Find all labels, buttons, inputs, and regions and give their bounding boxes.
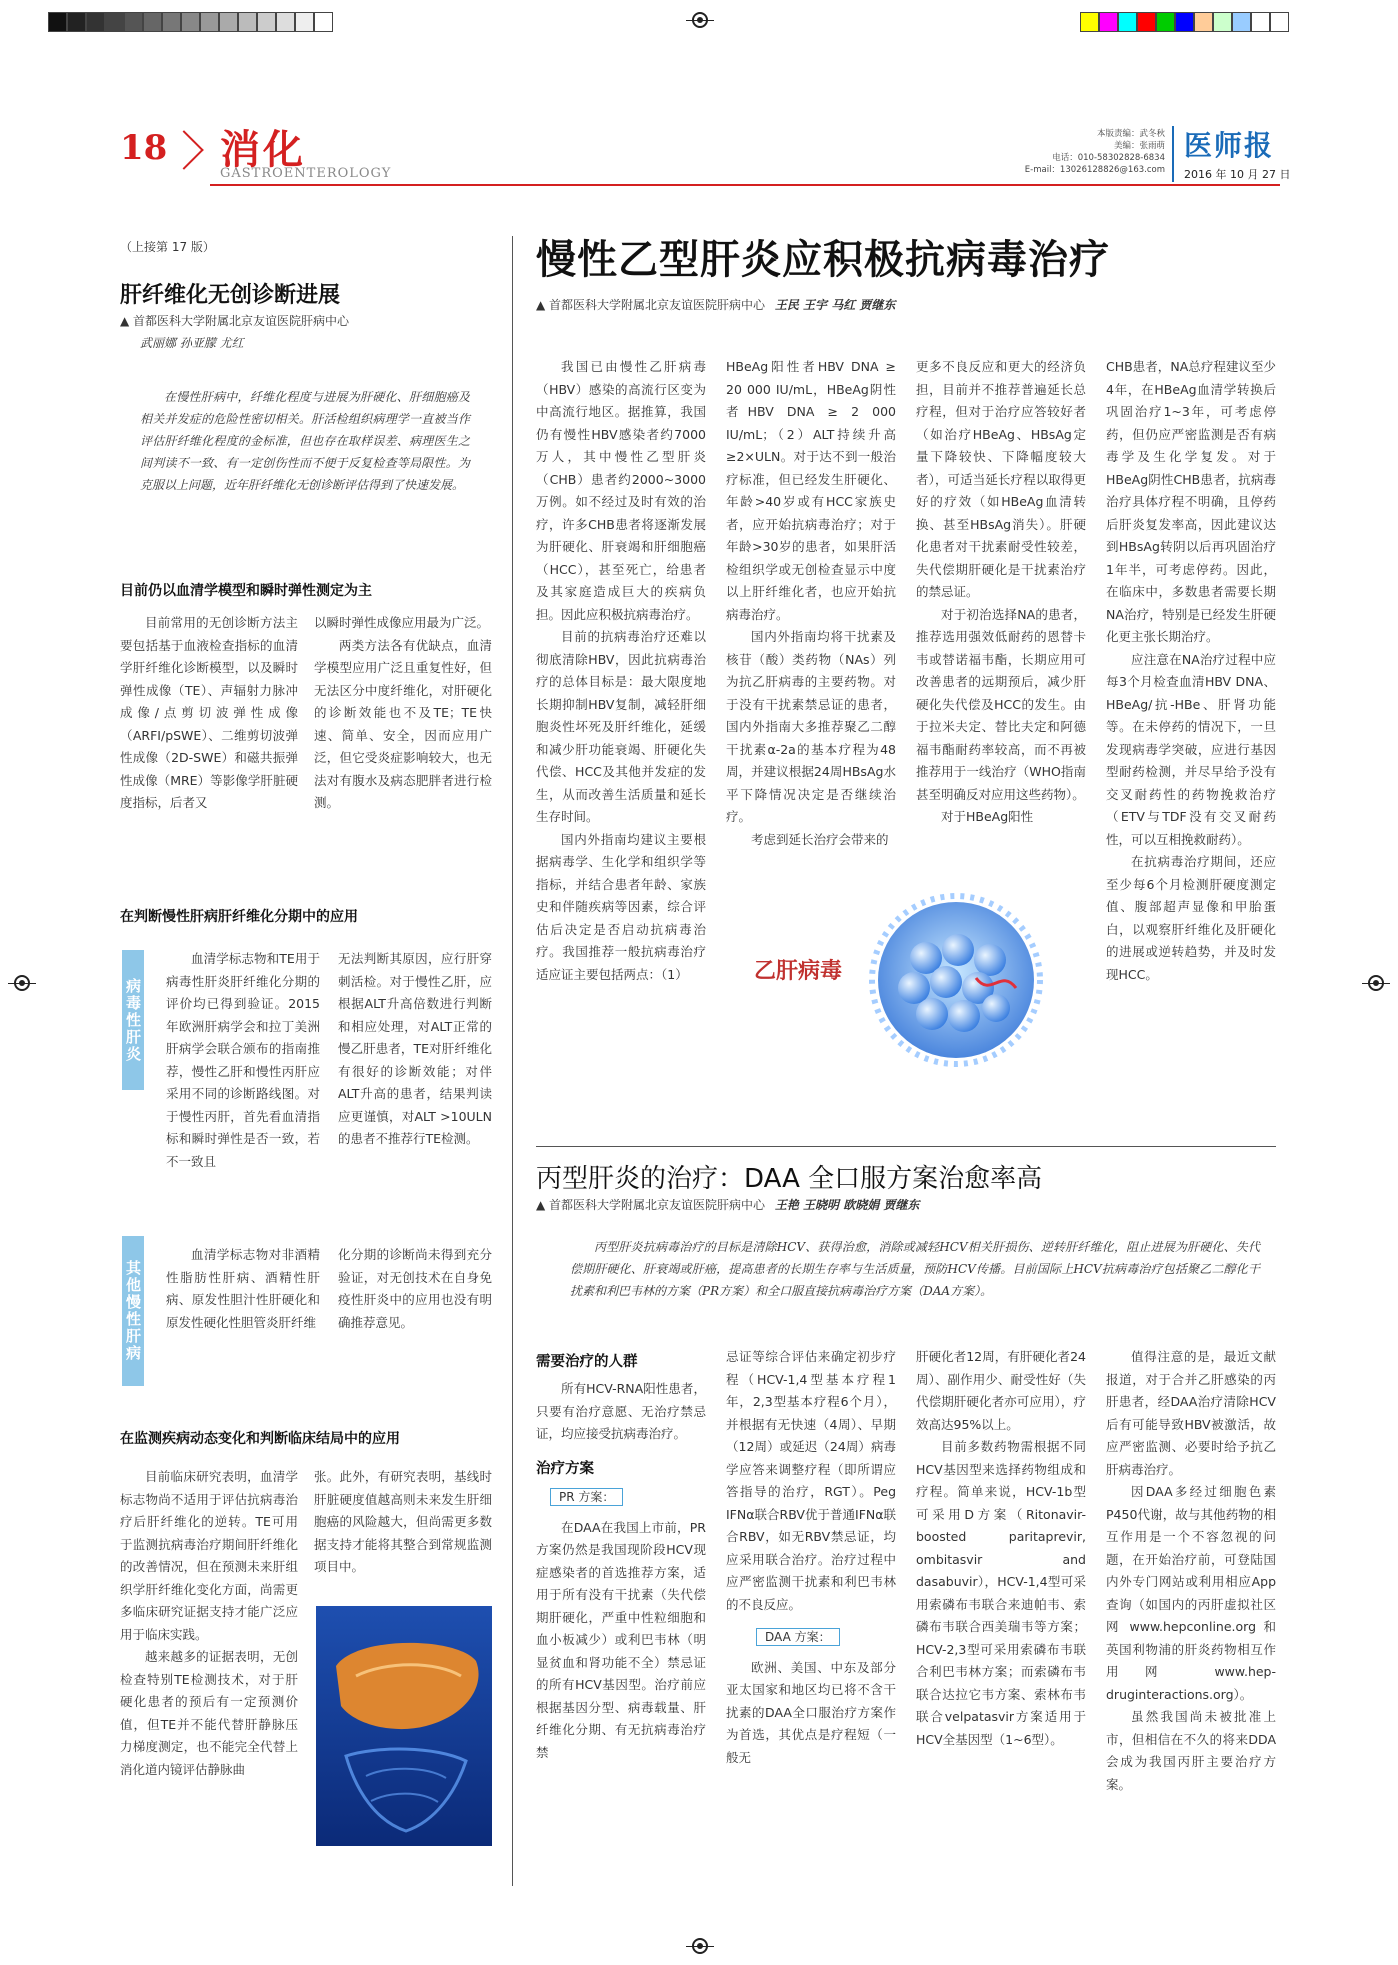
left-sec2b-col-b: 化分期的诊断尚未得到充分验证，对无创技术在自身免疫性肝炎中的应用也没有明确推荐意见。 — [338, 1247, 492, 1330]
hbv-image-caption: 乙肝病毒 — [754, 958, 843, 984]
chevron-divider-icon — [164, 130, 204, 170]
hbv-virus-illustration — [746, 888, 1086, 1068]
left-sec1-col-a: 目前常用的无创诊断方法主要包括基于血液检查指标的血清学肝纤维化诊断模型，以及瞬时弹性成像（TE）、声辐射力脉冲成像/点剪切波弹性成像（ARFI/pSWE）、二维剪切波弹性成像（2D-SWE）和磁共振弹性成像（MRE）等影像学肝脏硬度指标，后者又 — [120, 615, 298, 810]
registration-mark-top — [692, 12, 708, 28]
article-separator — [536, 1146, 1276, 1147]
left-article-affiliation: ▲ 首都医科大学附属北京友谊医院肝病中心 — [120, 314, 350, 328]
registration-mark-right — [1368, 975, 1384, 991]
left-sec2-col-a: 血清学标志物和TE用于病毒性肝炎肝纤维化分期的评价均已得到验证。2015年欧洲肝病学会和拉丁美洲肝病学会联合颁布的指南推荐，慢性乙肝和慢性丙肝应采用不同的诊断路线图。对于慢性丙肝，首先看血清指标和瞬时弹性是否一致，若不一致且 — [166, 951, 320, 1169]
hcv-col-3: 肝硬化者12周，有肝硬化者24周）、副作用少、耐受性好（失代偿期肝硬化者亦可应用），疗效高达95%以上。 目前多数药物需根据不同HCV基因型来选择药物组成和疗程。简单来说，HCV-1b型可采用D方案（Ritonavir-boosted paritaprevir, ombitasvir and dasabuvir），HCV-1,4型可采用索磷布韦联合来迪帕韦、索磷布韦联合西美瑞韦等方案；HCV-2,3型可采用索磷布韦联合利巴韦林方案；而索磷布韦联合达拉它韦方案、索林布韦联合velpatasvir方案适用于HCV全基因型（1~6型）。 — [916, 1349, 1086, 1747]
tab-other-chronic-liver-disease: 其他慢性肝病 — [122, 1236, 144, 1386]
column-divider — [512, 236, 513, 1886]
tab-viral-hepatitis: 病毒性肝炎 — [122, 950, 144, 1090]
continued-note: （上接第 17 版） — [120, 240, 215, 254]
section-title: 消化 — [220, 127, 306, 173]
section-title-en: GASTROENTEROLOGY — [220, 166, 392, 181]
left-article-authors: 武丽娜 孙亚朦 尤红 — [140, 336, 244, 350]
left-article-title: 肝纤维化无创诊断进展 — [120, 283, 341, 308]
header-rule — [210, 184, 1280, 186]
page-number: 18 — [120, 128, 168, 168]
hcv-section-heading: 需要治疗的人群 — [536, 1354, 638, 1370]
main-col-4: CHB患者，NA总疗程建议至少4年，在HBeAg血清学转换后巩固治疗1~3年，可考虑停药，但仍应严密监测是否有病毒学及生化学复发。对于HBeAg阴性CHB患者，抗病毒治疗具体疗程不明确，且停药后肝炎复发率高，因此建议达到HBsAg转阴以后再巩固治疗1年半，可考虑停药。因此，在临床中，多数患者需要长期NA治疗，特别是已经发生肝硬化更主张长期治疗。 应注意在NA治疗过程中应每3个月检查血清HBV DNA、HBeAg/抗-HBe、肝肾功能等。在未停药的情况下，一旦发现病毒学突破，应进行基因型耐药检测，并尽早给予没有交叉耐药性的药物挽救治疗（ETV与TDF没有交叉耐药性，可以互相挽救耐药）。 在抗病毒治疗期间，还应至少每6个月检测肝硬度测定值、腹部超声显像和甲胎蛋白，以观察肝纤维化及肝硬化的进展或逆转趋势，并及时发现HCC。 — [1106, 359, 1276, 982]
left-sec2-col-b: 无法判断其原因，应行肝穿刺活检。对于慢性乙肝，应根据ALT升高倍数进行判断和相应处理，对ALT正常的慢乙肝患者，TE对肝纤维化有很好的诊断效能；对伴ALT升高的患者，结果判读应更谨慎，对ALT >10ULN的患者不推荐行TE检测。 — [338, 951, 492, 1146]
hcv-article-title: 丙型肝炎的治疗：DAA 全口服方案治愈率高 — [536, 1164, 1043, 1194]
pr-regimen-label: PR 方案： — [550, 1488, 623, 1506]
registration-mark-bottom — [692, 1938, 708, 1954]
editor-info: 本版责编：武冬秋 美编：张雨萌 电话：010-58302828-6834 E-mail：13026128826@163.com — [1024, 129, 1165, 175]
main-col-3: 更多不良反应和更大的经济负担，目前并不推荐普遍延长总疗程，但对于治疗应答较好者（如治疗HBeAg、HBsAg定量下降较快、下降幅度较大者），可适当延长疗程以取得更好的疗效（如HBeAg血清转换、甚至HBsAg消失）。肝硬化患者对干扰素耐受性较差，失代偿期肝硬化是干扰素治疗的禁忌证。 对于初治选择NA的患者，推荐选用强效低耐药的恩替卡韦或替诺福韦酯，长期应用可改善患者的远期预后，减少肝硬化失代偿及HCC的发生。由于拉米夫定、替比夫定和阿德福韦酯耐药率较高，而不再被推荐用于一线治疗（WHO指南甚至明确反对应用这些药物）。 对于HBeAg阳性 — [916, 359, 1086, 824]
left-section-heading: 在判断慢性肝病肝纤维化分期中的应用 — [120, 909, 358, 925]
newspaper-logo: 医师报 — [1184, 129, 1275, 162]
grayscale-calibration-bar — [48, 12, 333, 32]
left-section-heading: 在监测疾病动态变化和判断临床结局中的应用 — [120, 1431, 400, 1447]
main-col-1: 我国已由慢性乙肝病毒（HBV）感染的高流行区变为中高流行地区。据推算，我国仍有慢性HBV感染者约7000万人，其中慢性乙型肝炎（CHB）患者约2000~3000万例。如不经过及时有效的治疗，许多CHB患者将逐渐发展为肝硬化、肝衰竭和肝细胞癌（HCC），甚至死亡，给患者及其家庭造成巨大的疾病负担。因此应积极抗病毒治疗。 目前的抗病毒治疗还难以彻底清除HBV，因此抗病毒治疗的总体目标是：最大限度地长期抑制HBV复制，减轻肝细胞炎性坏死及肝纤维化，延缓和减少肝功能衰竭、肝硬化失代偿、HCC及其他并发症的发生，从而改善生活质量和延长生存时间。 国内外指南均建议主要根据病毒学、生化学和组织学等指标，并结合患者年龄、家族史和伴随疾病等因素，综合评估后决定是否启动抗病毒治疗。我国推荐一般抗病毒治疗适应证主要包括两点：（1） — [536, 359, 706, 982]
hcv-col-1: 所有HCV-RNA阳性患者，只要有治疗意愿、无治疗禁忌证，均应接受抗病毒治疗。 治疗方案 PR 方案： 在DAA在我国上市前，PR方案仍然是我国现阶段HCV现症感染者的首选推荐方案，适用于所有没有干扰素（失代偿期肝硬化，严重中性粒细胞和血小板减少）或利巴韦林（明显贫血和肾功能不全）禁忌证的所有HCV基因型。治疗前应根据基因分型、病毒载量、肝纤维化分期、有无抗病毒治疗禁 — [536, 1381, 706, 1760]
hcv-col-4: 值得注意的是，最近文献报道，对于合并乙肝感染的丙肝患者，经DAA治疗清除HCV后有可能导致HBV被激活，故应严密监测、必要时给予抗乙肝病毒治疗。 因DAA多经过细胞色素P450代谢，故与其他药物的相互作用是一个不容忽视的问题，在开始治疗前，可登陆国内外专门网站或利用相应App查询（如国内的丙肝虚拟社区网 www.hepconline.org 和英国利物浦的肝炎药物相互作用网 www.hep-druginteractions.org）。 虽然我国尚未被批准上市，但相信在不久的将来DDA会成为我国丙肝主要治疗方案。 — [1106, 1349, 1276, 1792]
color-calibration-bar — [1080, 12, 1289, 32]
hcv-article-affiliation: ▲ 首都医科大学附属北京友谊医院肝病中心 王艳 王晓明 欧晓娟 贾继东 — [536, 1198, 920, 1212]
liver-illustration — [316, 1606, 492, 1846]
left-sec3-col-b: 张。此外，有研究表明，基线时肝脏硬度值越高则未来发生肝细胞癌的风险越大，但尚需更多数据支持才能将其整合到常规监测项目中。 — [314, 1469, 492, 1574]
left-section-heading: 目前仍以血清学模型和瞬时弹性测定为主 — [120, 583, 372, 599]
left-sec3-col-a: 目前临床研究表明，血清学标志物尚不适用于评估抗病毒治疗后肝纤维化的逆转。TE可用于监测抗病毒治疗期间肝纤维化的改善情况，但在预测未来肝组织学肝纤维化变化方面，尚需更多临床研究证据支持才能广泛应用于临床实践。 越来越多的证据表明，无创检查特别TE检测技术，对于肝硬化患者的预后有一定预测价值，但TE并不能代替肝静脉压力梯度测定，也不能完全代替上消化道内镜评估静脉曲 — [120, 1469, 298, 1777]
header-separator — [1172, 126, 1174, 182]
main-article-affiliation: ▲ 首都医科大学附属北京友谊医院肝病中心 王民 王宇 马红 贾继东 — [536, 298, 896, 312]
hcv-col-2: 忌证等综合评估来确定初步疗程（HCV-1,4型基本疗程1年，2,3型基本疗程6个月），并根据有无快速（4周）、早期（12周）或延迟（24周）病毒学应答来调整疗程（即所谓应答指导的治疗，RGT）。Peg IFNα联合RBV优于普通IFNα联合RBV，如无RBV禁忌证，均应采用联合治疗。治疗过程中应严密监测干扰素和利巴韦林的不良反应。 DAA 方案： 欧洲、美国、中东及部分亚太国家和地区均已将不含干扰素的DAA全口服治疗方案作为首选，其优点是疗程短（一般无 — [726, 1349, 896, 1765]
hcv-section-heading: 治疗方案 — [536, 1460, 594, 1477]
main-col-2: HBeAg阳性者HBV DNA ≥ 20 000 IU/mL，HBeAg阴性者HBV DNA ≥ 2 000 IU/mL；（2）ALT持续升高≥2×ULN。对于达不到一般治疗标准，但已经发生肝硬化、年龄>40岁或有HCC家族史者，应开始抗病毒治疗；对于年龄>30岁的患者，如果肝活检组织学或无创检查显示中度以上肝纤维化者，也应开始抗病毒治疗。 国内外指南均将干扰素及核苷（酸）类药物（NAs）列为抗乙肝病毒的主要药物。对于没有干扰素禁忌证的患者，国内外指南大多推荐聚乙二醇干扰素α-2a的基本疗程为48周，并建议根据24周HBsAg水平下降情况决定是否继续治疗。 考虑到延长治疗会带来的 — [726, 359, 896, 847]
issue-date: 2016 年 10 月 27 日 — [1184, 168, 1291, 181]
daa-regimen-label: DAA 方案： — [756, 1628, 840, 1646]
left-article-lead: 在慢性肝病中，纤维化程度与进展为肝硬化、肝细胞癌及相关并发症的危险性密切相关。肝活检组织病理学一直被当作评估肝纤维化程度的金标准，但也存在取样误差、病理医生之间判读不一致、有一定创伤性而不便于反复检查等局限性。为克服以上问题，近年肝纤维化无创诊断评估得到了快速发展。 — [140, 390, 470, 492]
hcv-article-lead: 丙型肝炎抗病毒治疗的目标是清除HCV、获得治愈，消除或减轻HCV相关肝损伤、逆转肝纤维化，阻止进展为肝硬化、失代偿期肝硬化、肝衰竭或肝癌，提高患者的长期生存率与生活质量，预防HCV传播。目前国际上HCV抗病毒治疗包括聚乙二醇化干扰素和利巴韦林的方案（PR方案）和全口服直接抗病毒治疗方案（DAA方案）。 — [570, 1240, 1260, 1298]
left-sec1-col-b: 以瞬时弹性成像应用最为广泛。 两类方法各有优缺点，血清学模型应用广泛且重复性好，但无法区分中度纤维化，对肝硬化的诊断效能也不及TE；TE快速、简单、安全，因而应用广泛，但它受炎症影响较大，也无法对有腹水及病态肥胖者进行检测。 — [314, 615, 492, 810]
registration-mark-left — [14, 975, 30, 991]
main-article-title: 慢性乙型肝炎应积极抗病毒治疗 — [536, 237, 1110, 283]
left-sec2b-col-a: 血清学标志物对非酒精性脂肪性肝病、酒精性肝病、原发性胆汁性肝硬化和原发性硬化性胆管炎肝纤维 — [166, 1247, 320, 1330]
